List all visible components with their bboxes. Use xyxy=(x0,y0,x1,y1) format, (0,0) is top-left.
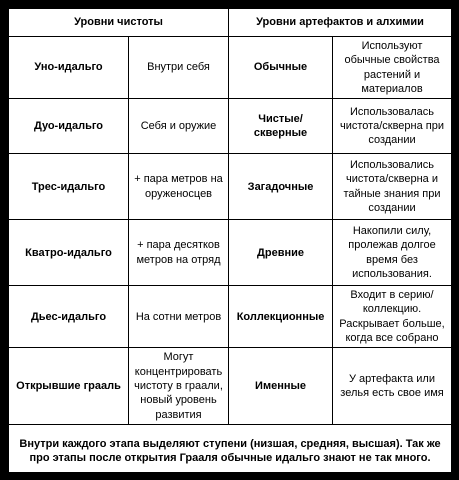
footer-note: Внутри каждого этапа выделяют ступени (низшая, средняя, высшая). Так же про этапы после открытия Грааля обычные идальго знают не так много. xyxy=(9,424,452,477)
artifact-kind-cell: Обычные xyxy=(229,37,333,99)
footer-row xyxy=(9,424,452,477)
purity-range-cell: Себя и оружие xyxy=(129,99,229,154)
table-row xyxy=(9,99,452,154)
artifact-kind-cell: Чистые/скверные xyxy=(229,99,333,154)
purity-level-cell: Уно-идальго xyxy=(9,37,129,99)
info-table-frame xyxy=(6,6,453,474)
purity-level-cell: Трес-идальго xyxy=(9,154,129,220)
purity-range-cell: На сотни метров xyxy=(129,286,229,348)
table-row xyxy=(9,286,452,348)
artifact-desc-cell: Используют обычные свойства растений и материалов xyxy=(333,37,452,99)
purity-level-cell: Открывшие грааль xyxy=(9,348,129,424)
artifact-kind-cell: Коллекционные xyxy=(229,286,333,348)
purity-range-cell: + пара десятков метров на отряд xyxy=(129,220,229,286)
purity-level-cell: Дуо-идальго xyxy=(9,99,129,154)
artifact-desc-cell: Использовались чистота/скверна и тайные знания при создании xyxy=(333,154,452,220)
table-row xyxy=(9,37,452,99)
artifact-desc-cell: Использовалась чистота/скверна при создании xyxy=(333,99,452,154)
artifact-desc-cell: У артефакта или зелья есть свое имя xyxy=(333,348,452,424)
artifact-kind-cell: Именные xyxy=(229,348,333,424)
purity-range-cell: + пара метров на оруженосцев xyxy=(129,154,229,220)
header-artifact-levels: Уровни артефактов и алхимии xyxy=(229,9,452,37)
table-header-row xyxy=(9,9,452,37)
table-row xyxy=(9,154,452,220)
purity-range-cell: Могут концентрировать чистоту в граали, новый уровень развития xyxy=(129,348,229,424)
artifact-kind-cell: Древние xyxy=(229,220,333,286)
purity-range-cell: Внутри себя xyxy=(129,37,229,99)
artifact-kind-cell: Загадочные xyxy=(229,154,333,220)
artifact-desc-cell: Накопили силу, пролежав долгое время без использования. xyxy=(333,220,452,286)
purity-level-cell: Кватро-идальго xyxy=(9,220,129,286)
artifact-desc-cell: Входит в серию/коллекцию. Раскрывает больше, когда все собрано xyxy=(333,286,452,348)
purity-level-cell: Дьес-идальго xyxy=(9,286,129,348)
purity-artifact-table xyxy=(8,8,452,478)
table-row xyxy=(9,348,452,424)
table-row xyxy=(9,220,452,286)
header-purity-levels: Уровни чистоты xyxy=(9,9,229,37)
